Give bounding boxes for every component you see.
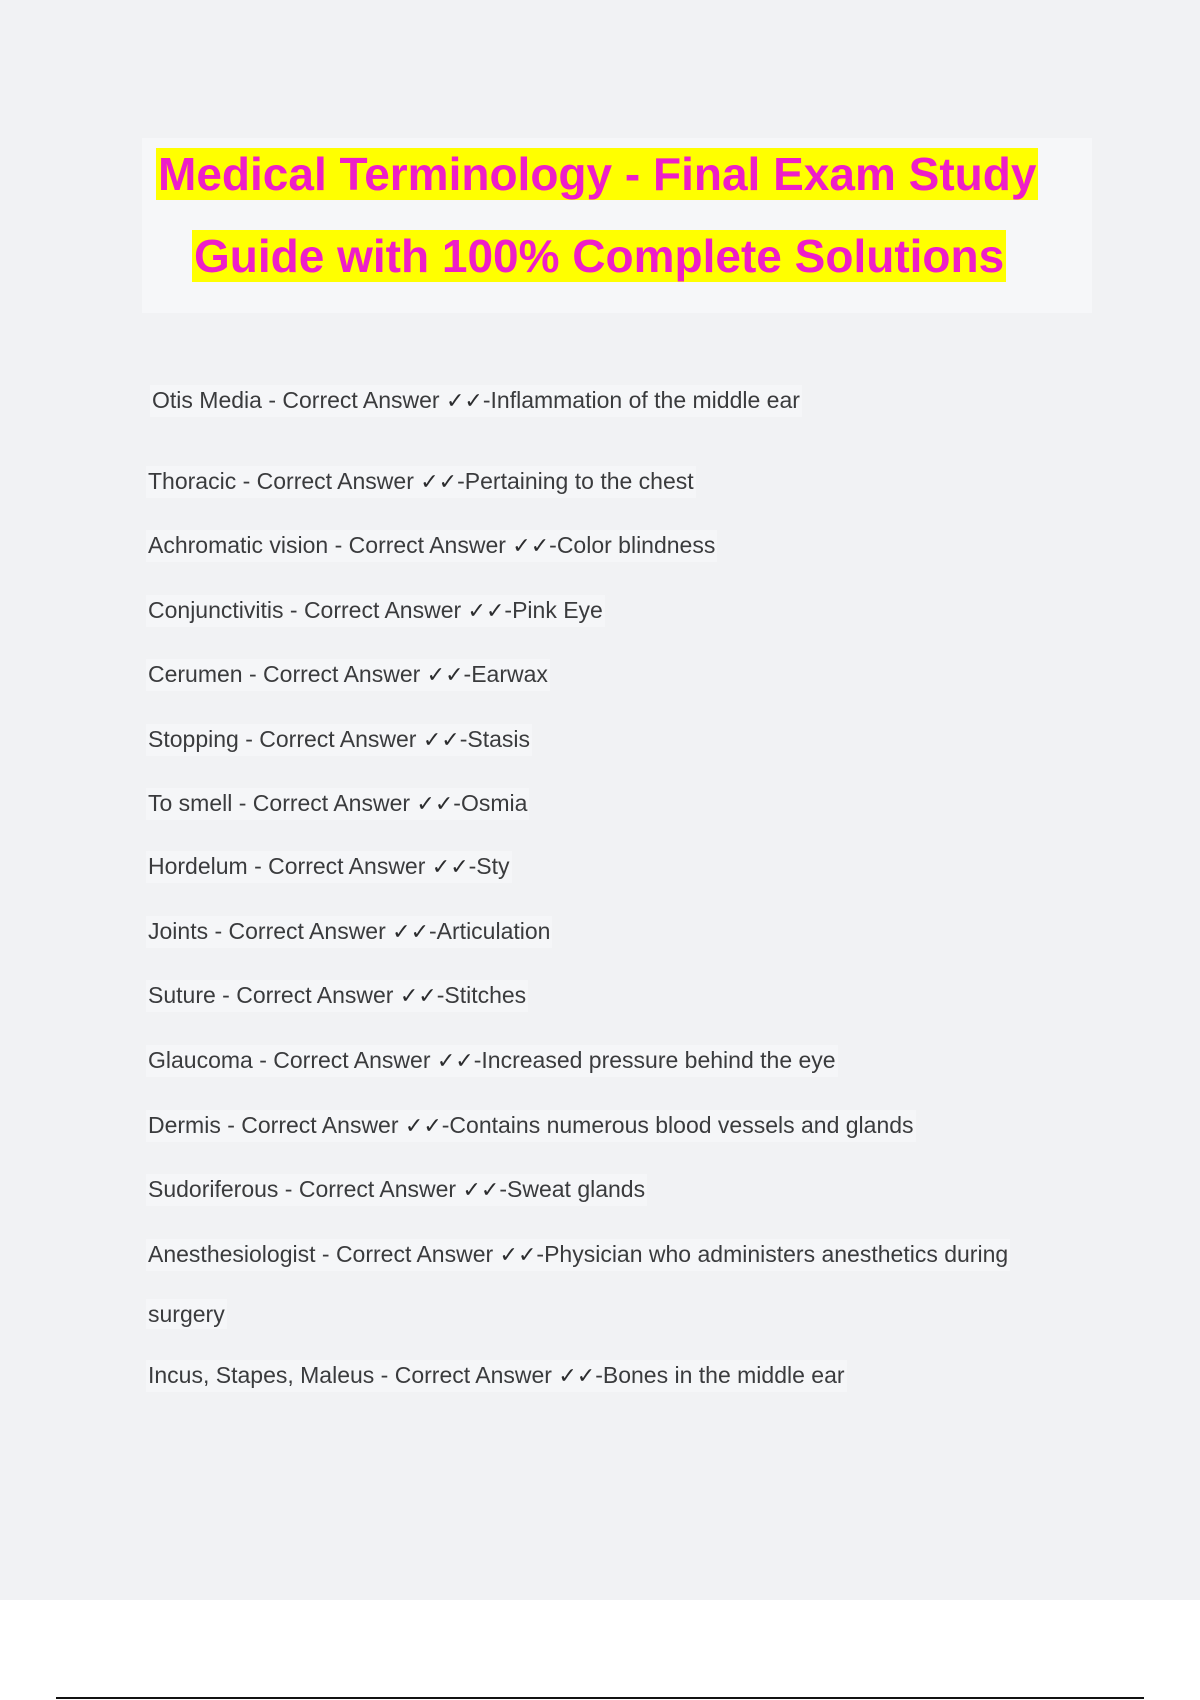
double-check-icon: ✓✓	[392, 920, 430, 945]
entry-answer: -Inflammation of the middle ear	[482, 387, 800, 413]
list-item	[146, 851, 512, 883]
list-item	[146, 659, 550, 691]
entry-separator: - Correct Answer	[328, 532, 513, 558]
entry-separator: - Correct Answer	[283, 597, 468, 623]
entry-term: Otis Media	[152, 387, 262, 413]
double-check-icon: ✓✓	[467, 599, 505, 624]
entry-term: Anesthesiologist	[148, 1241, 316, 1267]
list-item	[146, 595, 605, 627]
entry-term: Sudoriferous	[148, 1176, 279, 1202]
entry-separator: - Correct Answer	[247, 853, 432, 879]
double-check-icon: ✓✓	[512, 534, 550, 559]
double-check-icon: ✓✓	[558, 1364, 596, 1389]
list-item	[146, 916, 552, 948]
entry-term: Conjunctivitis	[148, 597, 284, 623]
entry-answer: -Pertaining to the chest	[457, 468, 694, 494]
entry-separator: - Correct Answer	[232, 790, 417, 816]
document-title-line-2: Guide with 100% Complete Solutions	[194, 230, 1005, 282]
list-item	[146, 530, 717, 562]
entry-separator: - Correct Answer	[220, 1112, 405, 1138]
entry-term: Cerumen	[148, 661, 243, 687]
list-item	[146, 980, 528, 1012]
entry-answer: -Articulation	[429, 918, 551, 944]
entry-term: Thoracic	[148, 468, 237, 494]
list-item	[146, 1045, 838, 1077]
entry-term: Hordelum	[148, 853, 248, 879]
entry-separator: - Correct Answer	[261, 387, 446, 413]
entry-answer: -Sweat glands	[499, 1176, 646, 1202]
entry-answer: -Stitches	[436, 982, 527, 1008]
entry-separator: - Correct Answer	[242, 661, 427, 687]
entry-separator: - Correct Answer	[236, 468, 421, 494]
double-check-icon: ✓✓	[445, 389, 483, 414]
entry-separator: - Correct Answer	[315, 1241, 500, 1267]
entry-separator: - Correct Answer	[215, 982, 400, 1008]
entry-separator: - Correct Answer	[278, 1176, 463, 1202]
entry-term: Dermis	[148, 1112, 221, 1138]
entry-answer: -Contains numerous blood vessels and glands	[441, 1112, 914, 1138]
double-check-icon: ✓✓	[462, 1178, 500, 1203]
entry-answer: -Earwax	[463, 661, 548, 687]
double-check-icon: ✓✓	[499, 1243, 537, 1268]
document-title-line-1: Medical Terminology - Final Exam Study	[158, 148, 1037, 200]
list-item	[146, 1174, 647, 1206]
entry-answer-continuation: surgery	[148, 1301, 225, 1327]
title-block	[142, 138, 1092, 313]
entry-term: Glaucoma	[148, 1047, 253, 1073]
double-check-icon: ✓✓	[422, 728, 460, 753]
entry-answer: -Sty	[468, 853, 510, 879]
double-check-icon: ✓✓	[426, 663, 464, 688]
double-check-icon: ✓✓	[404, 1114, 442, 1139]
entry-term: Achromatic vision	[148, 532, 329, 558]
entry-term: Incus, Stapes, Maleus	[148, 1362, 375, 1388]
entry-term: Stopping	[148, 726, 239, 752]
entry-answer: -Increased pressure behind the eye	[473, 1047, 836, 1073]
entry-term: Suture	[148, 982, 216, 1008]
list-item	[146, 466, 696, 498]
double-check-icon: ✓✓	[420, 470, 458, 495]
footer-divider	[56, 1697, 1144, 1699]
entry-term: Joints	[148, 918, 209, 944]
list-item	[146, 1239, 1010, 1327]
double-check-icon: ✓✓	[431, 855, 469, 880]
double-check-icon: ✓✓	[436, 1049, 474, 1074]
double-check-icon: ✓✓	[416, 792, 454, 817]
list-item	[146, 1360, 847, 1392]
entry-answer: -Osmia	[453, 790, 528, 816]
double-check-icon: ✓✓	[399, 984, 437, 1009]
entry-separator: - Correct Answer	[238, 726, 423, 752]
entry-answer: -Color blindness	[549, 532, 716, 558]
entry-answer: -Physician who administers anesthetics during	[536, 1241, 1009, 1267]
entry-answer: -Stasis	[459, 726, 531, 752]
entry-answer: -Bones in the middle ear	[595, 1362, 845, 1388]
entry-answer: -Pink Eye	[504, 597, 603, 623]
entry-separator: - Correct Answer	[252, 1047, 437, 1073]
entry-separator: - Correct Answer	[208, 918, 393, 944]
entry-term: To smell	[148, 790, 233, 816]
list-item	[146, 724, 532, 756]
entry-separator: - Correct Answer	[374, 1362, 559, 1388]
list-item	[150, 385, 802, 417]
list-item	[146, 1110, 916, 1142]
list-item	[146, 788, 529, 820]
